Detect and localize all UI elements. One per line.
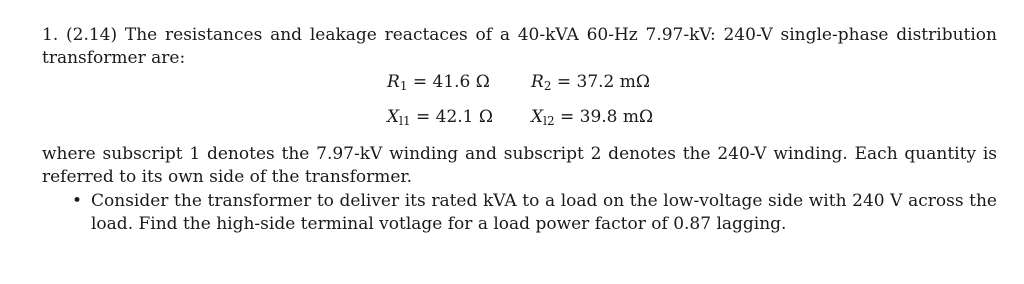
subscript-x1: l1 (399, 114, 411, 128)
symbol-r2: R (531, 72, 544, 92)
equation-x1 (387, 106, 493, 128)
value-r1: = 41.6 Ω (407, 72, 490, 92)
explanation-line-1: where subscript 1 denotes the 7.97-kV winding and subscript 2 denotes the 240-V winding. Each quantity is (42, 144, 997, 164)
problem-statement-line-2: transformer are: (42, 48, 186, 68)
bullet-marker: • (72, 191, 83, 211)
equation-x2 (531, 106, 653, 128)
subscript-x2: l2 (543, 114, 555, 128)
bullet-task-line-2: load. Find the high-side terminal votlage for a load power factor of 0.87 lagging. (91, 214, 787, 234)
subscript-r2: 2 (543, 79, 552, 93)
explanation-line-2: referred to its own side of the transformer. (42, 167, 413, 187)
value-x1: = 42.1 Ω (410, 107, 493, 127)
equation-r2 (531, 71, 650, 93)
value-r2: = 37.2 mΩ (551, 72, 650, 92)
problem-statement-line-1: 1. (2.14) The resistances and leakage reactaces of a 40-kVA 60-Hz 7.97-kV: 240-V single-phase distribution (42, 25, 997, 45)
bullet-task-line-1: Consider the transformer to deliver its rated kVA to a load on the low-voltage side with 240 V across the (91, 191, 997, 211)
symbol-x1: X (387, 107, 400, 127)
equation-r1 (387, 71, 490, 93)
symbol-r1: R (387, 72, 400, 92)
subscript-r1: 1 (399, 79, 408, 93)
symbol-x2: X (531, 107, 544, 127)
value-x2: = 39.8 mΩ (554, 107, 654, 127)
